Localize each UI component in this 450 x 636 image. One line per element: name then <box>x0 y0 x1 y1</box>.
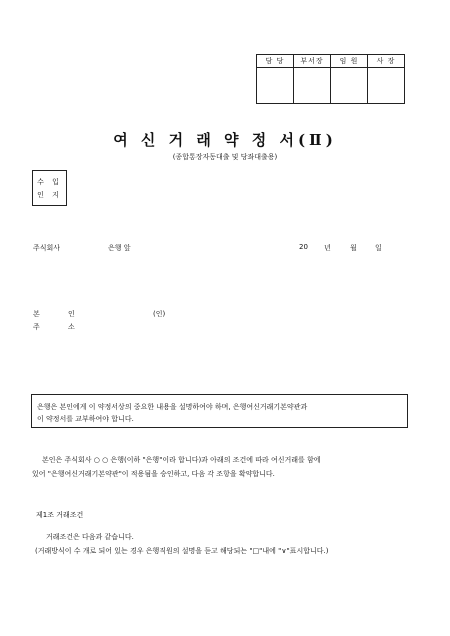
date-year: 20 <box>299 243 308 251</box>
approval-table <box>256 54 405 104</box>
document-title: 여 신 거 래 약 정 서(Ⅱ) <box>113 131 337 149</box>
approval-header-department-head: 부서장 <box>294 55 331 68</box>
address-label-1: 주 <box>33 323 40 331</box>
approval-cell-executive[interactable] <box>331 68 368 104</box>
addressee-bank: 은행 앞 <box>108 244 131 252</box>
stamp-label-line2: 인 지 <box>37 191 62 199</box>
date-month-label: 월 <box>350 244 357 252</box>
addressee-company: 주식회사 <box>33 244 61 252</box>
notice-line-2: 이 약정서를 교부하여야 합니다. <box>37 415 134 423</box>
article1-line-1: 거래조건은 다음과 같습니다. <box>46 533 134 541</box>
revenue-stamp-box <box>32 170 67 206</box>
principal-label-1: 본 <box>33 310 40 318</box>
principal-label-2: 인 <box>68 310 75 318</box>
notice-box <box>31 394 408 428</box>
approval-header-staff: 담 당 <box>257 55 294 68</box>
article1-line-2: (거래방식이 수 개로 되어 있는 경우 은행직원의 설명을 듣고 해당되는 "□"내에 "∨"표시합니다.) <box>35 547 329 555</box>
approval-cell-staff[interactable] <box>257 68 294 104</box>
approval-header-president: 사 장 <box>368 55 405 68</box>
stamp-label-line1: 수 입 <box>37 178 62 186</box>
date-day-label: 일 <box>375 244 382 252</box>
principal-seal: (인) <box>153 310 166 318</box>
address-label-2: 소 <box>68 323 75 331</box>
body-line-1: 본인은 주식회사 ○ ○ 은행(이하 "은행"이라 합니다)과 아래의 조건에 따라 여신거래를 함에 <box>42 456 321 464</box>
notice-line-1: 은행은 본인에게 이 약정서상의 중요한 내용을 설명하여야 하며, 은행여신거래기본약관과 <box>37 403 308 411</box>
article1-heading: 제1조 거래조건 <box>36 511 84 519</box>
date-year-label: 년 <box>324 244 331 252</box>
approval-header-executive: 임 원 <box>331 55 368 68</box>
document-subtitle: (종합통장자동대출 및 당좌대출용) <box>172 153 278 161</box>
body-line-2: 있어 "은행여신거래기본약관"이 적용됨을 승인하고, 다음 각 조항을 확약합니다. <box>32 470 275 478</box>
approval-cell-president[interactable] <box>368 68 405 104</box>
approval-cell-department-head[interactable] <box>294 68 331 104</box>
